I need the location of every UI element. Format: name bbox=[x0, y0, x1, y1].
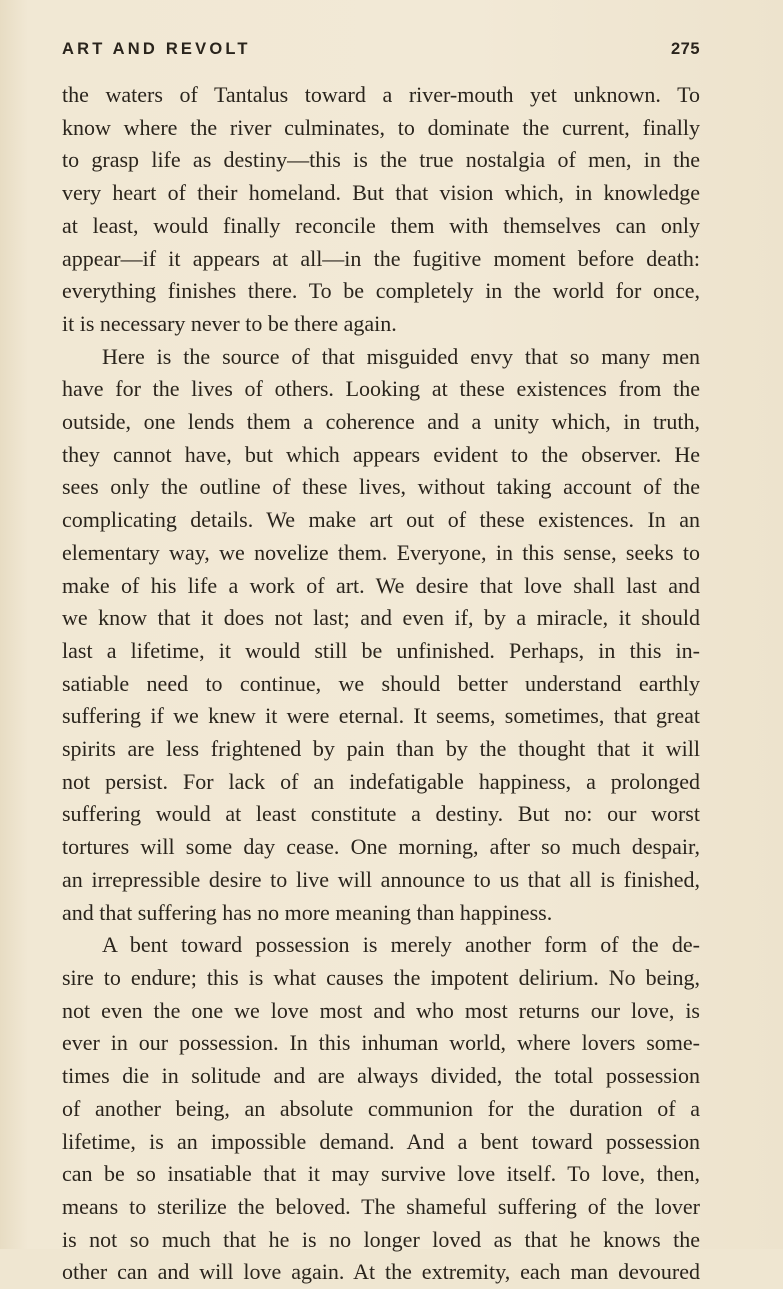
running-title: ART AND REVOLT bbox=[62, 40, 251, 58]
text-line: A bent toward possession is merely another form of the de- bbox=[102, 932, 700, 958]
text-line: complicating details. We make art out of these existences. In an bbox=[62, 507, 700, 533]
text-line: it is necessary never to be there again. bbox=[62, 310, 397, 336]
text-line: tortures will some day cease. One morning, after so much despair, bbox=[62, 834, 700, 860]
paragraph bbox=[62, 79, 700, 341]
text-line: is not so much that he is no longer loved as that he knows the bbox=[62, 1226, 700, 1252]
text-line: means to sterilize the beloved. The shameful suffering of the lover bbox=[62, 1193, 700, 1219]
text-line: appear—if it appears at all—in the fugitive moment before death: bbox=[62, 245, 700, 271]
text-line: can be so insatiable that it may survive love itself. To love, then, bbox=[62, 1161, 700, 1187]
paragraph bbox=[62, 929, 700, 1289]
text-line: at least, would finally reconcile them with themselves can only bbox=[62, 212, 700, 238]
text-line: have for the lives of others. Looking at these existences from the bbox=[62, 376, 700, 402]
text-line: an irrepressible desire to live will announce to us that all is finished, bbox=[62, 866, 700, 892]
text-line: Here is the source of that misguided envy that so many men bbox=[102, 343, 700, 369]
text-line: they cannot have, but which appears evident to the observer. He bbox=[62, 441, 700, 467]
text-line: not persist. For lack of an indefatigable happiness, a prolonged bbox=[62, 768, 700, 794]
text-line: the waters of Tantalus toward a river-mouth yet unknown. To bbox=[62, 82, 700, 107]
text-line: and that suffering has no more meaning than happiness. bbox=[62, 899, 553, 925]
body-text bbox=[62, 79, 700, 1289]
text-line: very heart of their homeland. But that vision which, in knowledge bbox=[62, 180, 700, 206]
text-line: we know that it does not last; and even if, by a miracle, it should bbox=[62, 605, 700, 631]
text-line: suffering would at least constitute a destiny. But no: our worst bbox=[62, 801, 700, 827]
text-line: times die in solitude and are always divided, the total possession bbox=[62, 1063, 700, 1089]
text-line: know where the river culminates, to dominate the current, finally bbox=[62, 114, 700, 140]
running-head bbox=[62, 40, 700, 70]
text-line: sees only the outline of these lives, without taking account of the bbox=[62, 474, 700, 500]
text-line: everything finishes there. To be completely in the world for once, bbox=[62, 278, 700, 304]
text-line: suffering if we knew it were eternal. It seems, sometimes, that great bbox=[62, 703, 700, 729]
text-line: to grasp life as destiny—this is the true nostalgia of men, in the bbox=[62, 147, 700, 173]
text-line: elementary way, we novelize them. Everyone, in this sense, seeks to bbox=[62, 539, 700, 565]
paragraph bbox=[62, 341, 700, 930]
text-line: sire to endure; this is what causes the impotent delirium. No being, bbox=[62, 964, 700, 990]
page-number: 275 bbox=[670, 40, 700, 58]
text-line: last a lifetime, it would still be unfinished. Perhaps, in this in- bbox=[62, 637, 700, 663]
text-line: not even the one we love most and who most returns our love, is bbox=[62, 997, 700, 1023]
text-line: make of his life a work of art. We desire that love shall last and bbox=[62, 572, 700, 598]
text-line: of another being, an absolute communion for the duration of a bbox=[62, 1095, 700, 1121]
text-line: ever in our possession. In this inhuman world, where lovers some- bbox=[62, 1030, 700, 1056]
text-line: other can and will love again. At the extremity, each man devoured bbox=[62, 1259, 700, 1285]
text-line: outside, one lends them a coherence and a unity which, in truth, bbox=[62, 409, 700, 435]
text-line: spirits are less frightened by pain than by the thought that it will bbox=[62, 736, 700, 762]
text-line: satiable need to continue, we should better understand earthly bbox=[62, 670, 700, 696]
text-line: lifetime, is an impossible demand. And a bent toward possession bbox=[62, 1128, 700, 1154]
